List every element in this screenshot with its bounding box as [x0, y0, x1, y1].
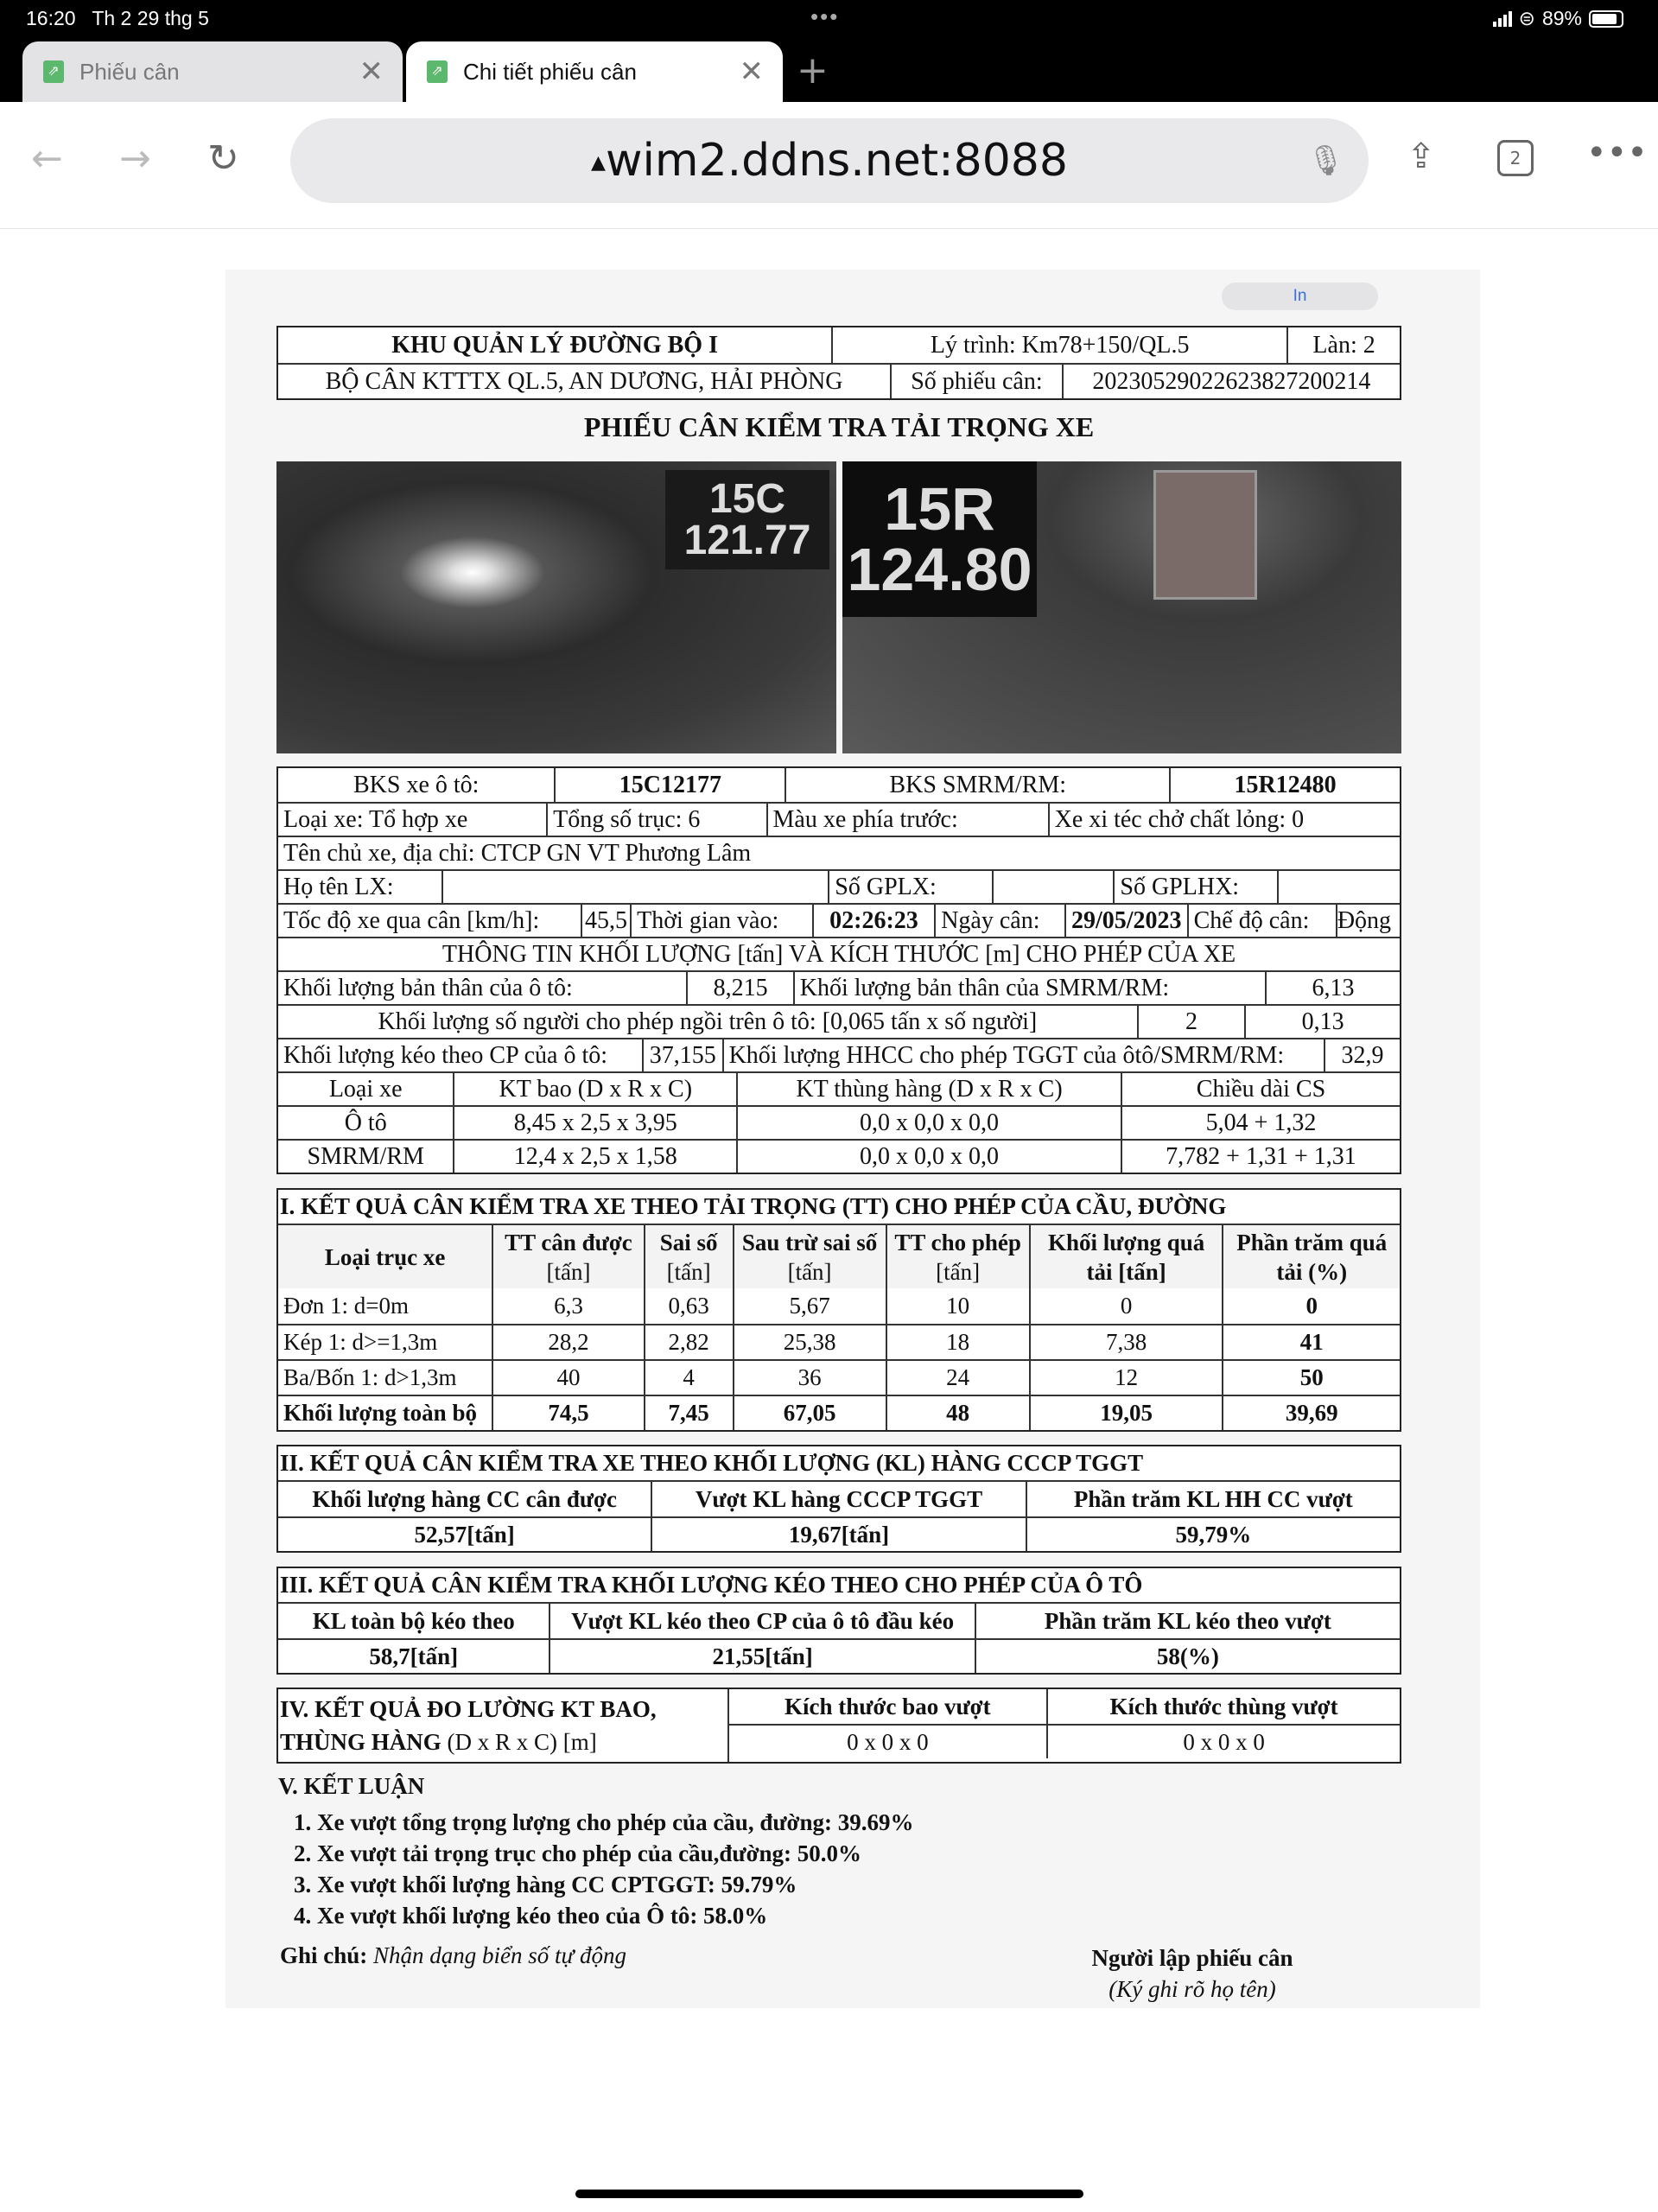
cell: 58,7[tấn]	[369, 1643, 459, 1669]
cell: 25,38	[733, 1325, 886, 1359]
tanker-flag: Xe xi téc chở chất lỏng: 0	[1048, 804, 1400, 836]
license-no	[992, 871, 1114, 903]
forward-icon[interactable]: →	[119, 137, 151, 181]
cell: 6,3	[492, 1288, 643, 1324]
reload-icon[interactable]: ↻	[207, 137, 239, 181]
cell: 74,5	[492, 1396, 643, 1430]
section-4-table	[276, 1688, 1401, 1764]
cell: 19,05	[1029, 1396, 1223, 1430]
section-4-title: IV. KẾT QUẢ ĐO LƯỜNG KT BAO, THÙNG HÀNG (D x R x C) [m]	[280, 1696, 657, 1755]
cell: Ba/Bốn 1: d>1,3m	[283, 1364, 457, 1390]
cell: Khối lượng hàng CC cân được	[312, 1485, 617, 1512]
section-1-table	[276, 1188, 1401, 1432]
cell: KT thùng hàng (D x R x C)	[736, 1073, 1121, 1105]
dims-row	[278, 1105, 1400, 1139]
rear-camera-image	[842, 461, 1401, 753]
page-title: PHIẾU CÂN KIỂM TRA TẢI TRỌNG XE	[583, 411, 1095, 442]
cell: 4	[644, 1361, 733, 1395]
tab-chi-tiet-phieu-can[interactable]	[406, 41, 783, 102]
ticket-label: Số phiếu cân:	[890, 365, 1062, 398]
status-time: 16:20 Th 2 29 thg 5	[26, 7, 209, 29]
cell: 24	[886, 1361, 1029, 1395]
cargo-limit-label: Khối lượng HHCC cho phép TGGT của ôtô/SMRM/RM:	[722, 1039, 1324, 1071]
cell: 21,55[tấn]	[549, 1640, 974, 1673]
favicon-icon: ⇗	[427, 60, 448, 83]
cell: Loại xe	[328, 1075, 403, 1103]
cell: Phần trăm KL HH CC vượt	[1026, 1482, 1400, 1516]
status-bar	[0, 0, 1658, 102]
cell: 0 x 0 x 0	[1046, 1726, 1400, 1758]
conclusion-item: 2. Xe vượt tải trọng trục cho phép của cầu,đường: 50.0%	[294, 1840, 862, 1866]
cell: 5,67	[733, 1288, 886, 1324]
cell: 67,05	[733, 1396, 886, 1430]
front-color: Màu xe phía trước:	[766, 804, 1048, 836]
cell: KL toàn bộ kéo theo	[312, 1607, 515, 1634]
cell: 0,63	[644, 1288, 733, 1324]
cell: Vượt KL hàng CCCP TGGT	[651, 1482, 1025, 1516]
vehicle-plate: 15C12177	[554, 768, 785, 802]
section-1-title: I. KẾT QUẢ CÂN KIỂM TRA XE THEO TẢI TRỌNG (TT) CHO PHÉP CỦA CẦU, ĐƯỜNG	[280, 1193, 1227, 1219]
cell: 41	[1222, 1325, 1400, 1359]
cell: 7,38	[1029, 1325, 1223, 1359]
close-tab-icon[interactable]: ✕	[359, 55, 384, 88]
time-label: Thời gian vào:	[630, 905, 812, 937]
new-tab-button[interactable]: +	[797, 48, 829, 92]
cargo-limit: 32,9	[1324, 1039, 1400, 1071]
cell: KT bao (D x R x C)	[453, 1073, 736, 1105]
cell: 12,4 x 2,5 x 1,58	[453, 1141, 736, 1173]
cell: SMRM/RM	[307, 1142, 424, 1170]
column-header: TT cân được [tấn]	[492, 1225, 643, 1288]
axle-count: Tổng số trục: 6	[546, 804, 765, 836]
column-header: Sai số [tấn]	[644, 1225, 733, 1288]
org-name: KHU QUẢN LÝ ĐƯỜNG BỘ I	[391, 331, 718, 359]
lane: Làn: 2	[1286, 327, 1400, 363]
route: Lý trình: Km78+150/QL.5	[831, 327, 1286, 363]
battery-icon	[1589, 10, 1623, 28]
plate-label: BKS xe ô tô:	[353, 771, 480, 798]
curb-weight-label: Khối lượng bản thân của ô tô:	[283, 974, 573, 1001]
mode-label: Chế độ cân:	[1187, 905, 1336, 937]
section-3-table	[276, 1567, 1401, 1675]
vehicle-type: Loại xe: Tổ hợp xe	[283, 805, 468, 833]
front-plate-crop: 15C 121.77	[665, 470, 829, 569]
tab-title: Chi tiết phiếu cân	[463, 58, 637, 85]
battery-percent: 89%	[1541, 7, 1582, 29]
trailer-plate: 15R12480	[1169, 768, 1400, 802]
cell: 39,69	[1222, 1396, 1400, 1430]
cell: 10	[886, 1288, 1029, 1324]
cell: 8,45 x 2,5 x 3,95	[453, 1107, 736, 1139]
cell: 7,45	[644, 1396, 733, 1430]
truck-image	[1153, 470, 1257, 600]
speed: 45,5	[581, 905, 630, 937]
dims-header	[278, 1071, 1400, 1105]
station-name: BỘ CÂN KTTTX QL.5, AN DƯƠNG, HẢI PHÒNG	[325, 367, 843, 395]
note: Ghi chú: Nhận dạng biển số tự động	[280, 1942, 627, 1968]
multitasking-dots-icon[interactable]: •••	[810, 3, 840, 29]
tab-title: Phiếu cân	[79, 58, 180, 85]
favicon-icon: ⇗	[43, 60, 64, 83]
signature-block: Người lập phiếu cân (Ký ghi rõ họ tên)	[1091, 1945, 1293, 2002]
cell: 7,782 + 1,31 + 1,31	[1121, 1141, 1400, 1173]
towing-weight: 37,155	[642, 1039, 722, 1071]
close-tab-icon[interactable]: ✕	[739, 55, 764, 88]
weigh-mode: Động	[1336, 905, 1400, 937]
cell: Khối lượng toàn bộ	[283, 1400, 477, 1426]
weigh-date: 29/05/2023	[1064, 905, 1187, 937]
section-3-title: III. KẾT QUẢ CÂN KIỂM TRA KHỐI LƯỢNG KÉO THEO CHO PHÉP CỦA Ô TÔ	[280, 1572, 1143, 1598]
cell: Phần trăm KL kéo theo vượt	[975, 1604, 1400, 1638]
vpn-icon: ⊜	[1518, 7, 1535, 29]
cell: 5,04 + 1,32	[1121, 1107, 1400, 1139]
towing-label: Khối lượng kéo theo CP của ô tô:	[283, 1041, 608, 1069]
back-icon[interactable]: ←	[31, 137, 63, 181]
cell: 19,67[tấn]	[651, 1518, 1025, 1551]
curb-weight: 8,215	[686, 972, 792, 1004]
trailer-weight: 6,13	[1265, 972, 1400, 1004]
cell: Ô tô	[344, 1109, 387, 1136]
section-2-title: II. KẾT QUẢ CÂN KIỂM TRA XE THEO KHỐI LƯỢNG (KL) HÀNG CCCP TGGT	[280, 1450, 1144, 1476]
url-text: wim2.ddns.net:8088	[605, 135, 1068, 187]
cell: 18	[886, 1325, 1029, 1359]
table-row	[278, 1395, 1400, 1430]
column-header: Phần trăm quá tải (%)	[1222, 1225, 1400, 1288]
conclusion-item: 4. Xe vượt khối lượng kéo theo của Ô tô: 58.0%	[294, 1903, 768, 1929]
cell: 0	[1029, 1288, 1223, 1324]
driver-label: Họ tên LX:	[283, 873, 394, 900]
trailer-weight-label: Khối lượng bản thân của SMRM/RM:	[793, 972, 1265, 1004]
cell: Chiều dài CS	[1121, 1073, 1400, 1105]
speed-label: Tốc độ xe qua cân [km/h]:	[283, 906, 540, 934]
date-label: Ngày cân:	[934, 905, 1064, 937]
cell: 58(%)	[975, 1640, 1400, 1673]
cell: 2,82	[644, 1325, 733, 1359]
share-icon[interactable]: ⇪	[1407, 137, 1436, 176]
section-2-table	[276, 1445, 1401, 1553]
cell: Vượt KL kéo theo CP của ô tô đầu kéo	[549, 1604, 974, 1638]
column-header: TT cho phép [tấn]	[886, 1225, 1029, 1288]
conclusion-item: 3. Xe vượt khối lượng hàng CC CPTGGT: 59.79%	[294, 1872, 797, 1897]
vehicle-license-no	[1277, 871, 1400, 903]
table-row	[278, 1288, 1400, 1324]
entry-time: 02:26:23	[812, 905, 934, 937]
signal-icon	[1493, 11, 1512, 27]
cell: 28,2	[492, 1325, 643, 1359]
cell: 52,57[tấn]	[414, 1521, 515, 1548]
passenger-weight-label: Khối lượng số người cho phép ngồi trên ô tô: [0,065 tấn x số người]	[378, 1007, 1038, 1035]
passenger-weight: 0,13	[1244, 1006, 1400, 1038]
browser-toolbar	[0, 102, 1658, 229]
more-icon[interactable]: •••	[1586, 133, 1648, 173]
cell: 48	[886, 1396, 1029, 1430]
tab-count-button[interactable]: 2	[1497, 140, 1534, 176]
conclusion-item: 1. Xe vượt tổng trọng lượng cho phép của cầu, đường: 39.69%	[294, 1809, 914, 1835]
cell: 40	[492, 1361, 643, 1395]
cell: 0 x 0 x 0	[847, 1728, 929, 1755]
front-camera-image	[276, 461, 836, 753]
driver-name	[441, 871, 828, 903]
cell: Kép 1: d>=1,3m	[283, 1329, 438, 1355]
passenger-count: 2	[1137, 1006, 1244, 1038]
conclusion	[278, 1773, 1401, 1931]
cell: Kích thước bao vượt	[785, 1693, 991, 1719]
cell: 36	[733, 1361, 886, 1395]
address-bar[interactable]	[290, 118, 1369, 203]
table-row	[278, 1324, 1400, 1359]
print-button[interactable]: In	[1222, 283, 1378, 310]
cell: 0	[1222, 1288, 1400, 1324]
dims-row	[278, 1139, 1400, 1173]
trailer-plate-label: BKS SMRM/RM:	[785, 768, 1169, 802]
rear-plate-crop: 15R 124.80	[842, 461, 1037, 617]
cell: 0,0 x 0,0 x 0,0	[736, 1141, 1121, 1173]
home-indicator[interactable]	[575, 2190, 1083, 2198]
table-row	[278, 1359, 1400, 1395]
vehicle-info-table	[276, 766, 1401, 1174]
column-header: Sau trừ sai số [tấn]	[733, 1225, 886, 1288]
column-header: Khối lượng quá tải [tấn]	[1029, 1225, 1223, 1288]
limits-heading: THÔNG TIN KHỐI LƯỢNG [tấn] VÀ KÍCH THƯỚC [m] CHO PHÉP CỦA XE	[441, 940, 1236, 968]
vehicle-license-label: Số GPLHX:	[1113, 871, 1276, 903]
cell: Kích thước thùng vượt	[1046, 1689, 1400, 1724]
owner: Tên chủ xe, địa chỉ: CTCP GN VT Phương Lâm	[283, 839, 752, 867]
header-table	[276, 326, 1401, 400]
microphone-icon[interactable]: 🎙︎	[1306, 143, 1344, 178]
cell: 0,0 x 0,0 x 0,0	[736, 1107, 1121, 1139]
cell: Đơn 1: d=0m	[283, 1293, 410, 1319]
ticket-number: 20230529022623827200214	[1062, 365, 1400, 398]
tab-phieu-can[interactable]	[22, 41, 403, 102]
conclusion-title: V. KẾT LUẬN	[278, 1773, 425, 1799]
column-header: Loại trục xe	[324, 1243, 446, 1270]
cell: 59,79%	[1026, 1518, 1400, 1551]
lock-icon: ▲	[591, 152, 606, 174]
cell: 12	[1029, 1361, 1223, 1395]
license-label: Số GPLX:	[828, 871, 991, 903]
cell: 50	[1222, 1361, 1400, 1395]
section-1-header	[278, 1224, 1400, 1288]
